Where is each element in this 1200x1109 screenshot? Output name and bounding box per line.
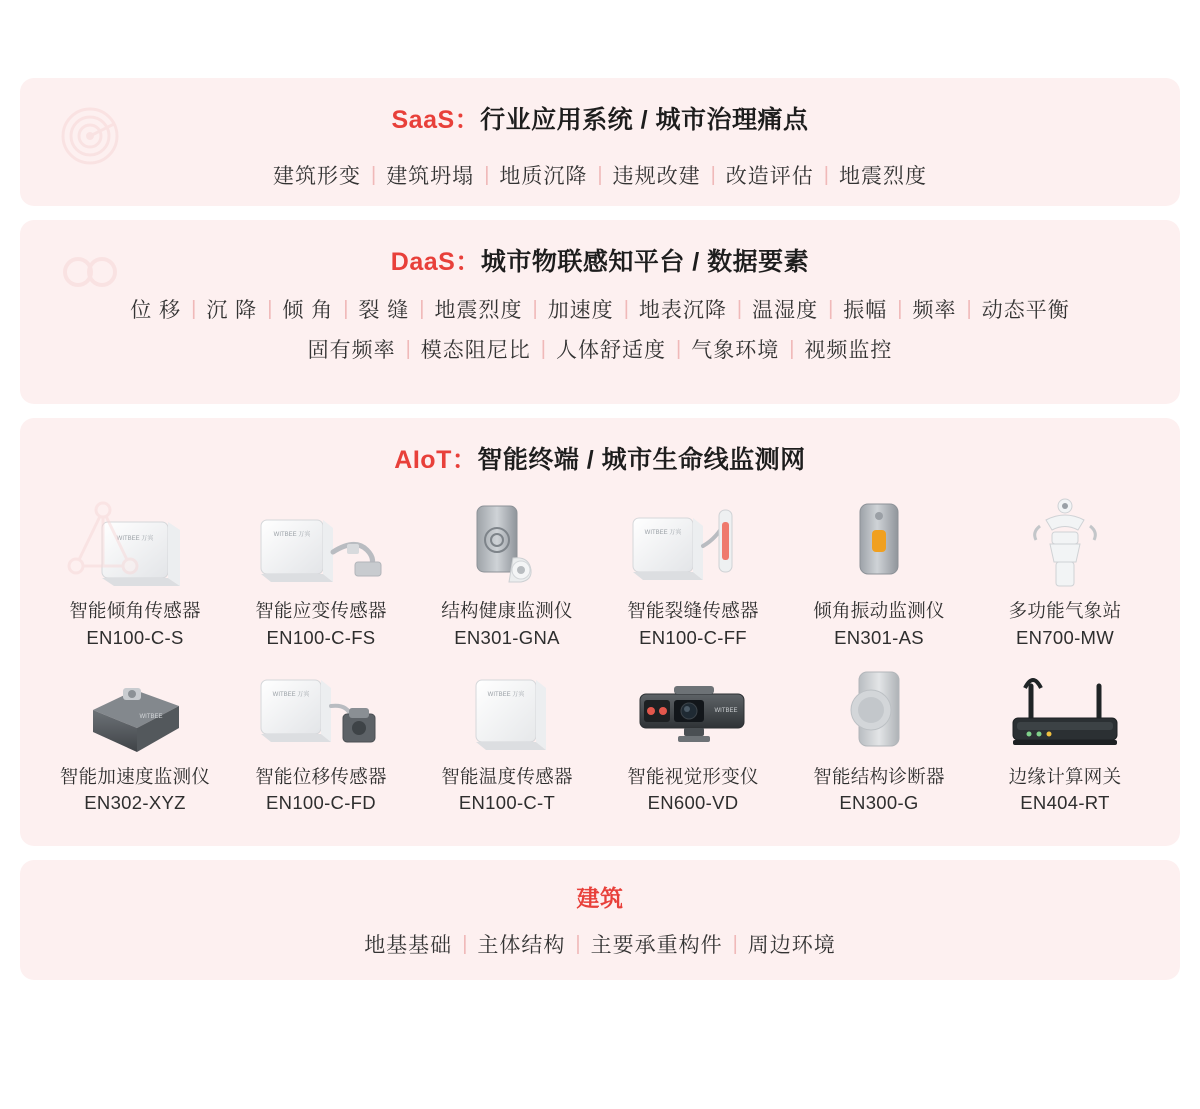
device-model: EN100-C-FF (639, 626, 747, 648)
panel-daas-tag-row-2 (20, 324, 1180, 366)
device-card[interactable] (786, 662, 972, 818)
device-name: 智能倾角传感器 (69, 600, 201, 621)
saas-tag: 建筑形变 (272, 165, 361, 188)
panel-saas-tag-row (20, 142, 1180, 192)
device-name: 结构健康监测仪 (441, 600, 573, 621)
daas-tag: 裂 缝 (358, 299, 410, 322)
panel-saas-header (20, 78, 1180, 142)
device-card[interactable] (228, 662, 414, 818)
device-name: 智能温度传感器 (441, 765, 573, 787)
saas-tag: 地震烈度 (839, 165, 927, 188)
device-model: EN100-C-T (458, 792, 556, 814)
displacement-sensor-icon (246, 662, 396, 758)
saas-tag: 违规改建 (612, 165, 701, 188)
device-card[interactable] (414, 662, 600, 818)
building-tag: 地基基础 (364, 934, 453, 957)
structure-diagnoser-icon (804, 662, 954, 758)
crack-sensor-icon (618, 496, 768, 592)
panel-daas-title: 城市物联感知平台 / 数据要素 (480, 248, 810, 276)
device-model: EN100-C-FD (266, 792, 376, 814)
device-model: EN100-C-FS (266, 626, 376, 648)
strain-sensor-icon (246, 496, 396, 592)
tag-separator: | (897, 297, 903, 320)
tag-separator: | (419, 297, 425, 320)
panel-building-title: 建筑 (576, 885, 624, 911)
svg-text:WITBEE: WITBEE (714, 707, 738, 714)
tag-separator: | (405, 337, 411, 360)
svg-text:WITBEE 万宾: WITBEE 万宾 (272, 691, 310, 698)
panel-building-tag-row (20, 915, 1180, 961)
tag-separator: | (267, 297, 273, 320)
network-node-icon (60, 496, 146, 582)
daas-tag: 地震烈度 (434, 299, 523, 322)
temperature-sensor-icon (432, 662, 582, 758)
svg-text:WITBEE 万宾: WITBEE 万宾 (487, 691, 525, 698)
tag-separator: | (370, 163, 377, 186)
daas-tag: 加速度 (547, 299, 614, 322)
tag-separator: | (736, 297, 743, 320)
device-name: 智能视觉形变仪 (627, 765, 759, 787)
panel-aiot-title: 智能终端 / 城市生命线监测网 (477, 446, 806, 474)
infinity-icon (58, 240, 122, 304)
daas-tag: 倾 角 (282, 299, 334, 322)
svg-text:WITBEE 万宾: WITBEE 万宾 (644, 530, 682, 536)
device-name: 智能裂缝传感器 (627, 600, 759, 621)
panel-daas-header (20, 220, 1180, 284)
device-model: EN301-GNA (454, 626, 560, 648)
daas-tag: 模态阻尼比 (420, 339, 531, 362)
device-model: EN404-RT (1020, 792, 1110, 814)
tag-separator: | (540, 337, 546, 360)
panel-daas (20, 220, 1180, 404)
tag-separator: | (823, 163, 829, 186)
panel-daas-prefix: DaaS： (390, 248, 481, 276)
svg-text:WITBEE 万宾: WITBEE 万宾 (116, 536, 154, 542)
daas-tag: 地表沉降 (638, 299, 727, 322)
panel-daas-tag-row-1 (20, 284, 1180, 324)
daas-tag: 视频监控 (804, 339, 893, 362)
tag-separator: | (966, 297, 972, 320)
device-name: 智能位移传感器 (255, 765, 387, 787)
device-card[interactable] (600, 496, 786, 652)
saas-tag: 改造评估 (725, 165, 814, 188)
daas-tag: 人体舒适度 (556, 339, 666, 362)
device-card[interactable] (786, 496, 972, 652)
svg-text:WITBEE: WITBEE (139, 713, 163, 720)
tag-separator: | (732, 932, 738, 955)
building-tag: 主要承重构件 (590, 934, 723, 957)
device-model: EN700-MW (1016, 626, 1114, 648)
panel-saas (20, 78, 1180, 206)
device-card[interactable] (414, 496, 600, 652)
device-name: 多功能气象站 (1008, 600, 1122, 621)
tag-separator: | (343, 297, 349, 320)
tag-separator: | (462, 932, 468, 955)
vision-camera-icon (618, 662, 768, 758)
daas-tag: 位 移 (130, 299, 182, 322)
device-card[interactable] (228, 496, 414, 652)
svg-text:WITBEE 万宾: WITBEE 万宾 (273, 532, 311, 538)
panel-saas-title: 行业应用系统 / 城市治理痛点 (480, 106, 809, 134)
device-card[interactable] (972, 662, 1158, 818)
edge-gateway-icon (990, 662, 1140, 758)
building-tag: 周边环境 (747, 934, 836, 957)
device-model: EN600-VD (647, 792, 739, 814)
saas-tag: 地质沉降 (499, 165, 588, 188)
tag-separator: | (597, 163, 603, 186)
device-name: 边缘计算网关 (1008, 765, 1122, 787)
device-name: 倾角振动监测仪 (813, 600, 945, 621)
accelerometer-icon (60, 662, 210, 758)
panel-aiot (20, 418, 1180, 846)
panel-building (20, 860, 1180, 980)
device-model: EN301-AS (834, 626, 924, 648)
saas-tag: 建筑坍塌 (386, 165, 475, 188)
tag-separator: | (532, 297, 538, 320)
device-model: EN302-XYZ (84, 792, 186, 814)
tag-separator: | (575, 932, 581, 955)
daas-tag: 气象环境 (691, 339, 780, 362)
tag-separator: | (676, 337, 682, 360)
device-card[interactable] (600, 662, 786, 818)
tag-separator: | (828, 297, 834, 320)
tag-separator: | (710, 163, 716, 186)
device-name: 智能结构诊断器 (813, 765, 945, 787)
weather-station-icon (990, 496, 1140, 592)
device-grid (20, 482, 1180, 817)
tag-separator: | (191, 297, 197, 320)
daas-tag: 温湿度 (752, 299, 819, 322)
daas-tag: 动态平衡 (981, 299, 1070, 322)
tag-separator: | (484, 163, 490, 186)
device-card[interactable] (972, 496, 1158, 652)
panel-aiot-header (20, 418, 1180, 482)
panel-aiot-prefix: AIoT： (394, 446, 478, 474)
daas-tag: 振幅 (843, 299, 888, 322)
tag-separator: | (623, 297, 629, 320)
device-model: EN100-C-S (86, 626, 184, 648)
device-card[interactable] (42, 662, 228, 818)
building-tag: 主体结构 (477, 934, 566, 957)
daas-tag: 沉 降 (206, 299, 258, 322)
tag-separator: | (789, 337, 795, 360)
daas-tag: 频率 (912, 299, 957, 322)
daas-tag: 固有频率 (307, 339, 396, 362)
panel-saas-prefix: SaaS： (391, 106, 481, 134)
vibration-monitor-icon (804, 496, 954, 592)
device-name: 智能加速度监测仪 (59, 765, 211, 787)
target-rings-icon (58, 104, 122, 168)
device-name: 智能应变传感器 (255, 600, 387, 621)
device-model: EN300-G (839, 792, 919, 814)
gna-monitor-icon (432, 496, 582, 592)
